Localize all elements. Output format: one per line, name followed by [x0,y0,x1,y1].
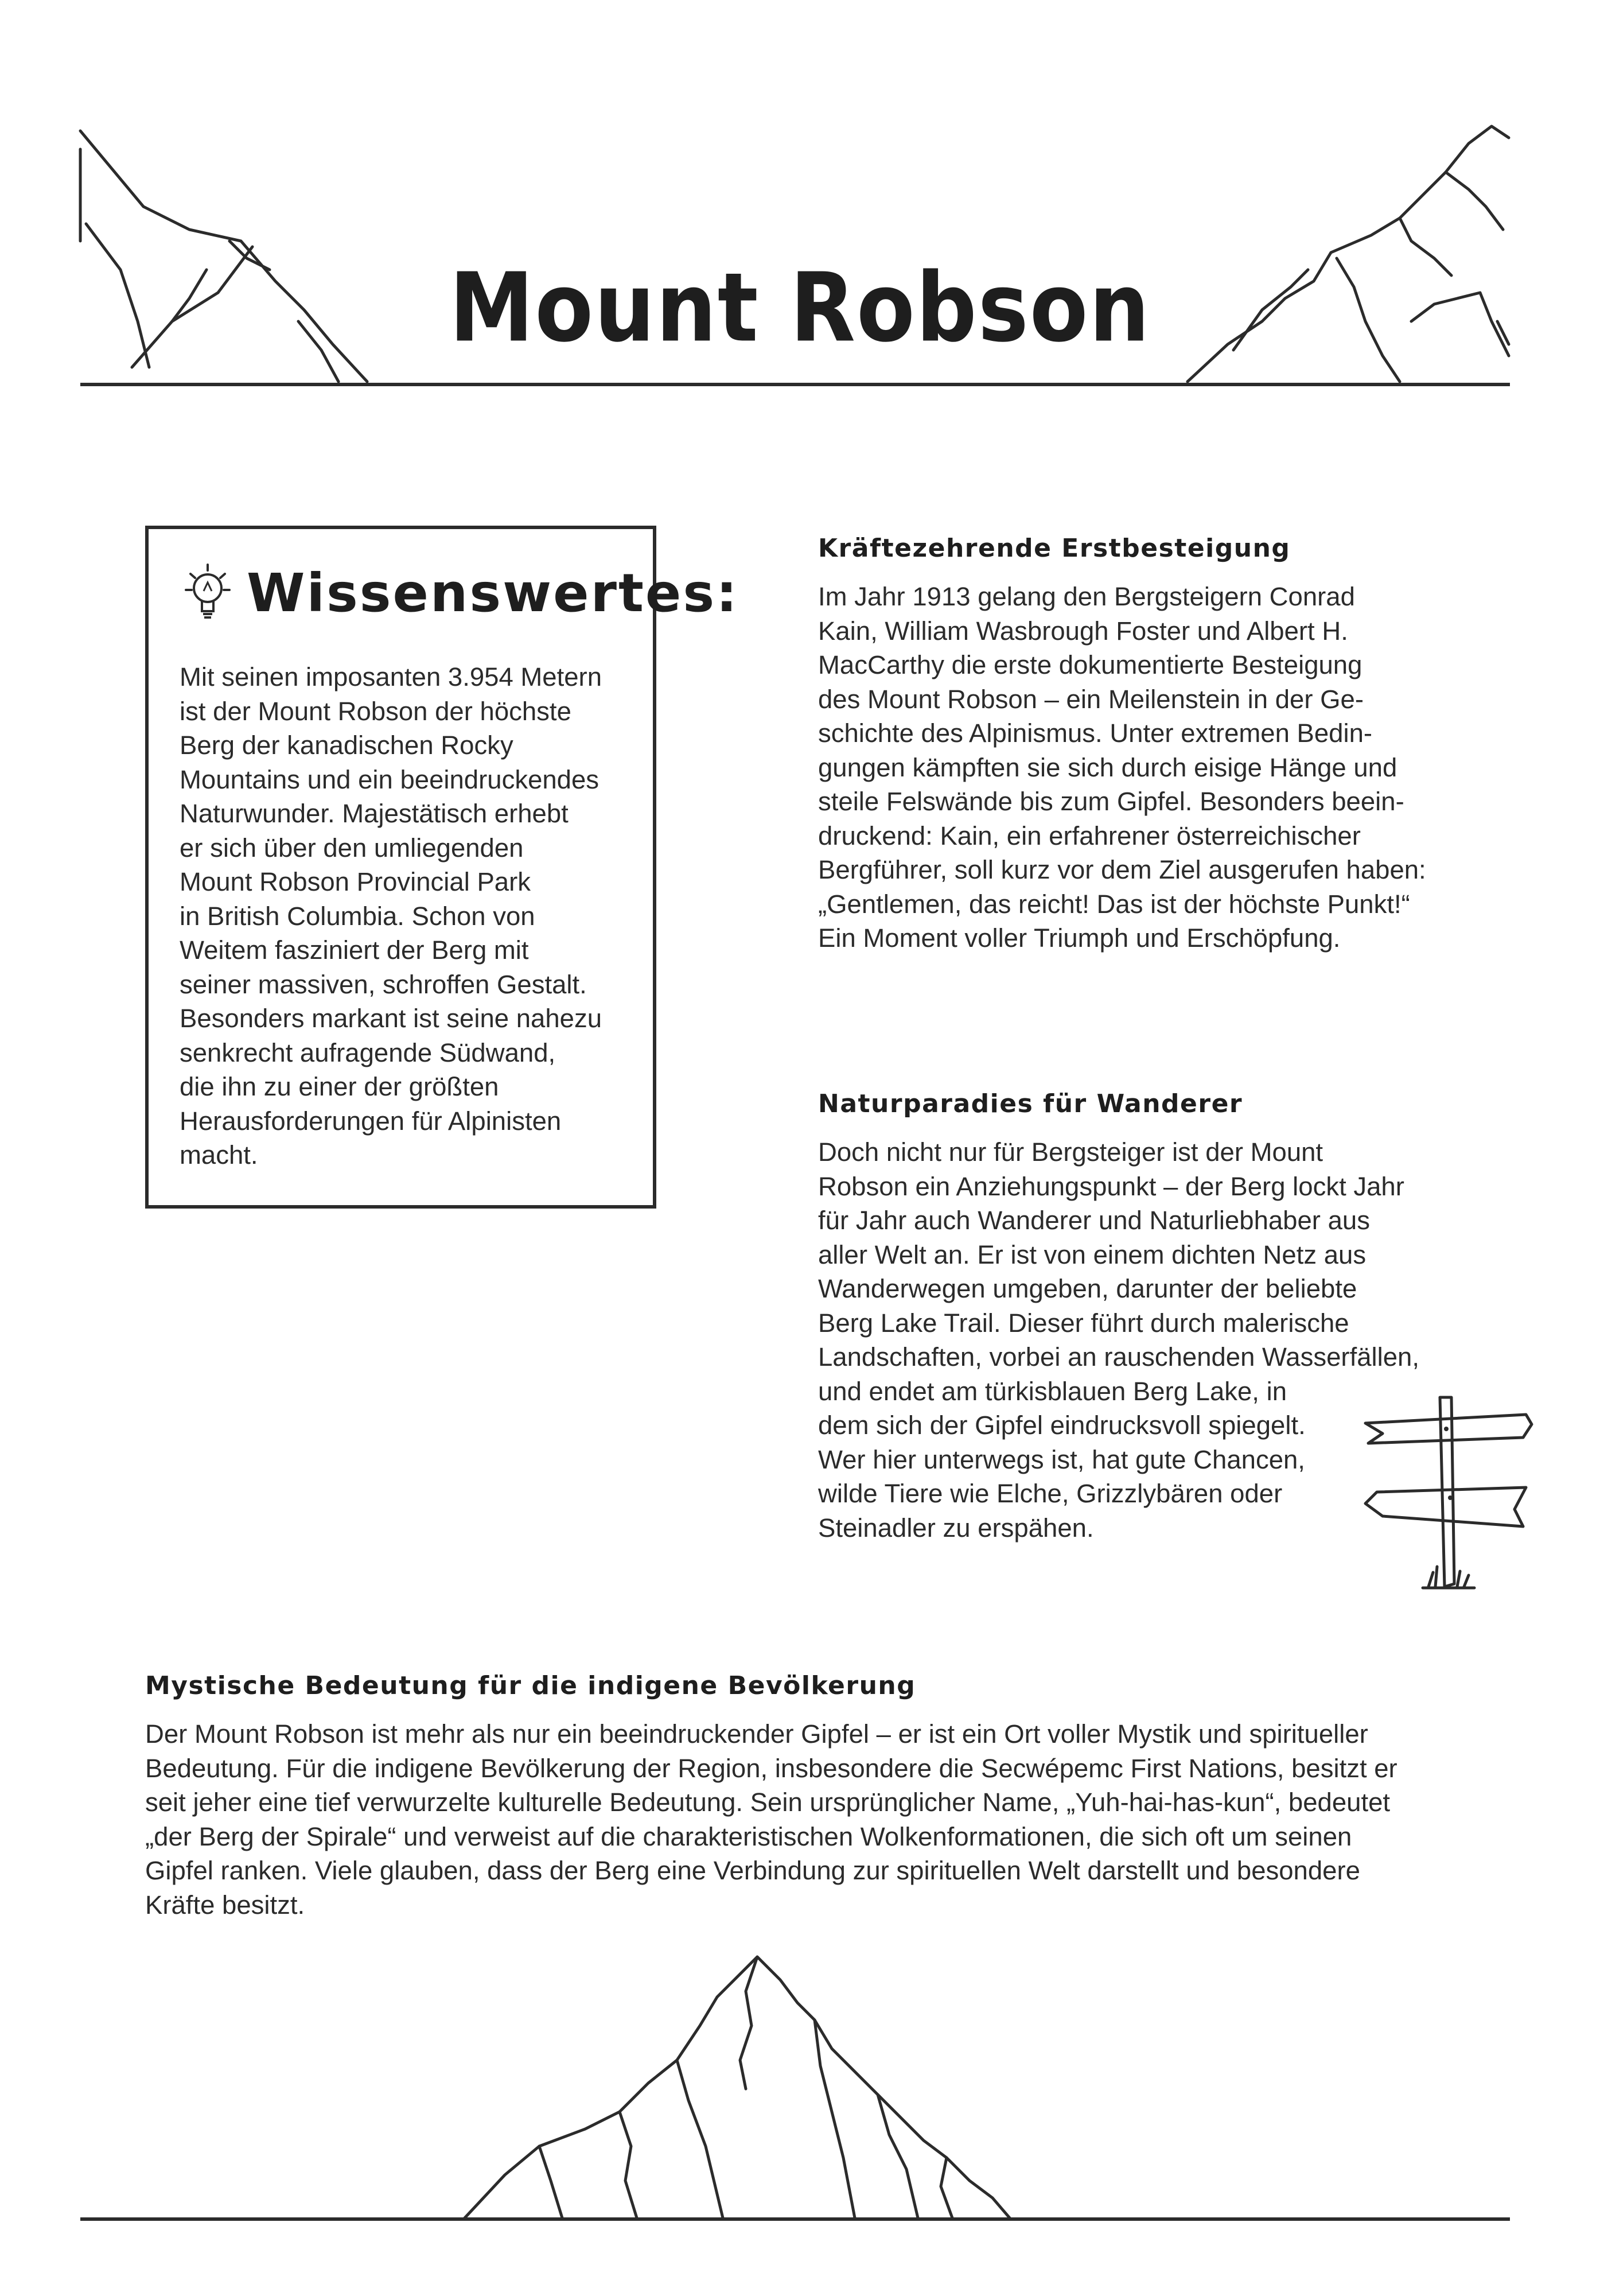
first-ascent-line: Ein Moment voller Triumph und Erschöpfung. [818,923,1341,953]
hiking-line: aller Welt an. Er ist von einem dichten Netz aus [818,1240,1367,1269]
info-box-line: Berg der kanadischen Rocky [180,731,513,760]
first-ascent-line: schichte des Alpinismus. Unter extremen Bedin- [818,718,1373,748]
signpost-icon [1360,1389,1543,1607]
first-ascent-text [818,580,1529,955]
info-box-line: macht. [180,1140,258,1170]
first-ascent-line: steile Felswände bis zum Gipfel. Besonders beein- [818,787,1404,816]
info-box-line: er sich über den umliegenden [180,833,524,863]
info-box-line: Besonders markant ist seine nahezu [180,1004,602,1033]
mystic-line: Gipfel ranken. Viele glauben, dass der Berg eine Verbindung zur spirituellen Welt darstellt und besondere [145,1856,1360,1885]
first-ascent-heading: Kräftezehrende Erstbesteigung [818,534,1291,563]
hiking-heading: Naturparadies für Wanderer [818,1089,1243,1118]
info-box-text [180,660,639,1172]
info-box-line: Mount Robson Provincial Park [180,867,531,896]
info-box-line: Mountains und ein beeindruckendes [180,764,599,794]
first-ascent-line: Bergführer, soll kurz vor dem Ziel ausgerufen haben: [818,855,1426,884]
hiking-line: Berg Lake Trail. Dieser führt durch malerische [818,1308,1349,1338]
info-box-line: die ihn zu einer der größten [180,1072,499,1101]
info-box-line: Weitem fasziniert der Berg mit [180,935,529,965]
hiking-line: Wanderwegen umgeben, darunter der beliebte [818,1274,1357,1303]
mystic-line: „der Berg der Spirale“ und verweist auf die charakteristischen Wolkenformationen, die sich oft um seinen [145,1821,1352,1851]
first-ascent-line: Kain, William Wasbrough Foster und Albert H. [818,616,1348,646]
info-box-line: Mit seinen imposanten 3.954 Metern [180,662,602,691]
info-box-line: seiner massiven, schroffen Gestalt. [180,969,587,999]
mystic-line: Kräfte besitzt. [145,1890,305,1920]
info-box-line: Herausforderungen für Alpinisten [180,1106,562,1136]
first-ascent-line: gungen kämpften sie sich durch eisige Hänge und [818,752,1397,782]
hiking-line: Doch nicht nur für Bergsteiger ist der Mount [818,1137,1323,1167]
info-box-line: ist der Mount Robson der höchste [180,696,571,726]
first-ascent-line: Im Jahr 1913 gelang den Bergsteigern Conrad [818,582,1355,611]
mystic-line: Der Mount Robson ist mehr als nur ein beeindruckender Gipfel – er ist ein Ort voller Mystik und spiritueller [145,1719,1368,1749]
first-ascent-line: des Mount Robson – ein Meilenstein in der Ge- [818,684,1364,714]
mystic-line: seit jeher eine tief verwurzelte kulturelle Bedeutung. Sein ursprünglicher Name, „Yuh-hai-has-kun“, bedeutet [145,1788,1391,1817]
first-ascent-line: MacCarthy die erste dokumentierte Besteigung [818,650,1362,679]
first-ascent-line: druckend: Kain, ein erfahrener österreichischer [818,821,1361,850]
info-box-line: Naturwunder. Majestätisch erhebt [180,799,569,828]
hiking-line: und endet am türkisblauen Berg Lake, in [818,1376,1287,1406]
info-box-line: in British Columbia. Schon von [180,901,535,931]
first-ascent-line: „Gentlemen, das reicht! Das ist der höchste Punkt!“ [818,889,1410,919]
header-divider [80,383,1510,386]
mystic-line: Bedeutung. Für die indigene Bevölkerung der Region, insbesondere die Secwépemc First Nations, besitzt er [145,1753,1397,1783]
hiking-line: Wer hier unterwegs ist, hat gute Chancen, [818,1444,1305,1474]
hiking-line: wilde Tiere wie Elche, Grizzlybären oder [818,1479,1283,1508]
hiking-line: Steinadler zu erspähen. [818,1513,1094,1543]
hiking-line: dem sich der Gipfel eindrucksvoll spiegelt. [818,1411,1306,1440]
page-title: Mount Robson [449,252,1151,363]
info-box-heading: Wissenswertes: [247,562,739,624]
info-box-line: senkrecht aufragende Südwand, [180,1038,556,1067]
hiking-line: Landschaften, vorbei an rauschenden Wasserfällen, [818,1342,1419,1372]
mystic-text [145,1717,1533,1922]
mystic-heading: Mystische Bedeutung für die indigene Bevölkerung [145,1671,916,1700]
footer-divider [80,2217,1510,2221]
hiking-line: für Jahr auch Wanderer und Naturliebhaber aus [818,1206,1370,1235]
mountain-bottom-illustration [0,1940,1600,2227]
hiking-line: Robson ein Anziehungspunkt – der Berg lockt Jahr [818,1171,1404,1201]
lightbulb-icon [179,557,236,626]
